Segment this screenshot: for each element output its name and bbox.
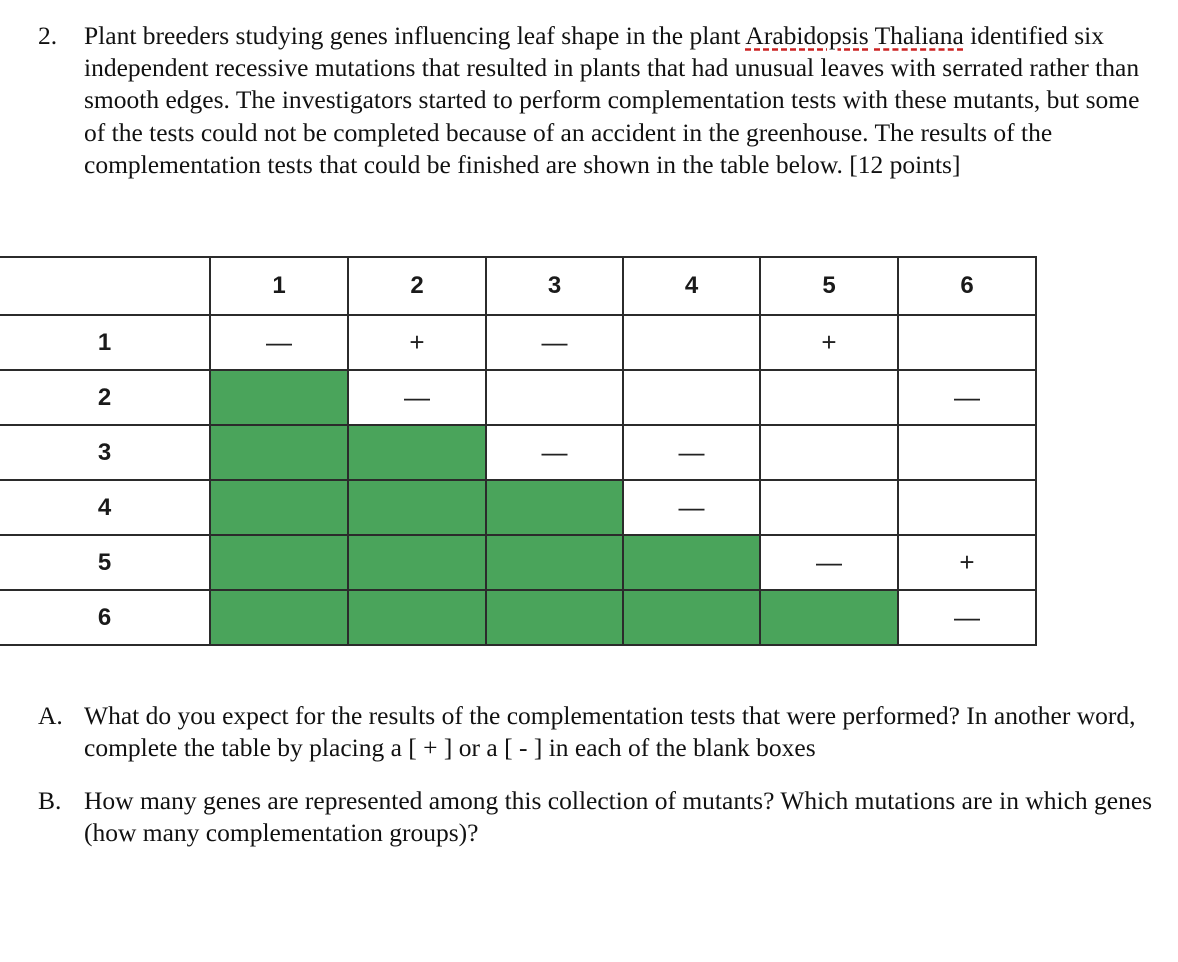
- filled-cell: [210, 425, 348, 480]
- result-cell: —: [760, 535, 898, 590]
- row-header: 1: [0, 315, 210, 370]
- column-header: 2: [348, 257, 486, 315]
- blank-cell: [760, 370, 898, 425]
- row-header: 6: [0, 590, 210, 645]
- part-letter: A.: [38, 701, 63, 730]
- column-header: 3: [486, 257, 623, 315]
- blank-cell: [623, 370, 760, 425]
- part-a: [38, 700, 1163, 764]
- question-text: [84, 20, 1158, 181]
- row-header: 5: [0, 535, 210, 590]
- question-text-intro: Plant breeders studying genes influencing leaf shape in the plant: [84, 21, 741, 50]
- question-text-rest: identified six independent recessive mutations that resulted in plants that had unusual leaves with serrated rather than smooth edges. The investigators started to perform complementation tests with these mutants, but some of the tests could not be completed because of an accident in the greenhouse. The results of the complementation tests that could be finished are shown in the table below. [12 points]: [84, 21, 1140, 179]
- blank-cell: [898, 425, 1036, 480]
- question-number: 2.: [38, 21, 58, 50]
- blank-cell: [760, 425, 898, 480]
- table-row: [0, 315, 1036, 370]
- result-cell: +: [760, 315, 898, 370]
- row-header: 4: [0, 480, 210, 535]
- term-genus: Arabidopsis: [745, 21, 869, 50]
- table-row: [0, 535, 1036, 590]
- row-header: 2: [0, 370, 210, 425]
- filled-cell: [623, 590, 760, 645]
- part-text: How many genes are represented among this collection of mutants? Which mutations are in which genes (how many complementation groups)?: [84, 786, 1153, 847]
- table-row: [0, 590, 1036, 645]
- complementation-table: [0, 256, 1037, 646]
- blank-cell: [898, 480, 1036, 535]
- filled-cell: [210, 590, 348, 645]
- column-header: 1: [210, 257, 348, 315]
- result-cell: —: [486, 315, 623, 370]
- part-text: What do you expect for the results of the complementation tests that were performed? In another word, complete the table by placing a [ + ] or a [ - ] in each of the blank boxes: [84, 701, 1136, 762]
- result-cell: —: [898, 590, 1036, 645]
- table-row: [0, 480, 1036, 535]
- result-cell: —: [348, 370, 486, 425]
- result-cell: —: [898, 370, 1036, 425]
- result-cell: —: [623, 480, 760, 535]
- table-header-row: [0, 257, 1036, 315]
- column-header: 4: [623, 257, 760, 315]
- term-species: Thaliana: [874, 21, 964, 50]
- result-cell: +: [348, 315, 486, 370]
- blank-cell: [486, 370, 623, 425]
- filled-cell: [486, 480, 623, 535]
- table-row: [0, 370, 1036, 425]
- filled-cell: [348, 425, 486, 480]
- question-parts: [38, 700, 1163, 870]
- filled-cell: [486, 590, 623, 645]
- blank-cell: [623, 315, 760, 370]
- result-cell: —: [623, 425, 760, 480]
- filled-cell: [486, 535, 623, 590]
- part-letter: B.: [38, 786, 62, 815]
- part-b: [38, 785, 1163, 849]
- filled-cell: [623, 535, 760, 590]
- question-2: [38, 20, 1158, 181]
- blank-cell: [760, 480, 898, 535]
- filled-cell: [348, 535, 486, 590]
- result-cell: —: [210, 315, 348, 370]
- table-corner-cell: [0, 257, 210, 315]
- filled-cell: [348, 480, 486, 535]
- filled-cell: [210, 480, 348, 535]
- column-header: 5: [760, 257, 898, 315]
- result-cell: +: [898, 535, 1036, 590]
- row-header: 3: [0, 425, 210, 480]
- filled-cell: [760, 590, 898, 645]
- column-header: 6: [898, 257, 1036, 315]
- table-row: [0, 425, 1036, 480]
- filled-cell: [210, 370, 348, 425]
- filled-cell: [210, 535, 348, 590]
- filled-cell: [348, 590, 486, 645]
- result-cell: —: [486, 425, 623, 480]
- blank-cell: [898, 315, 1036, 370]
